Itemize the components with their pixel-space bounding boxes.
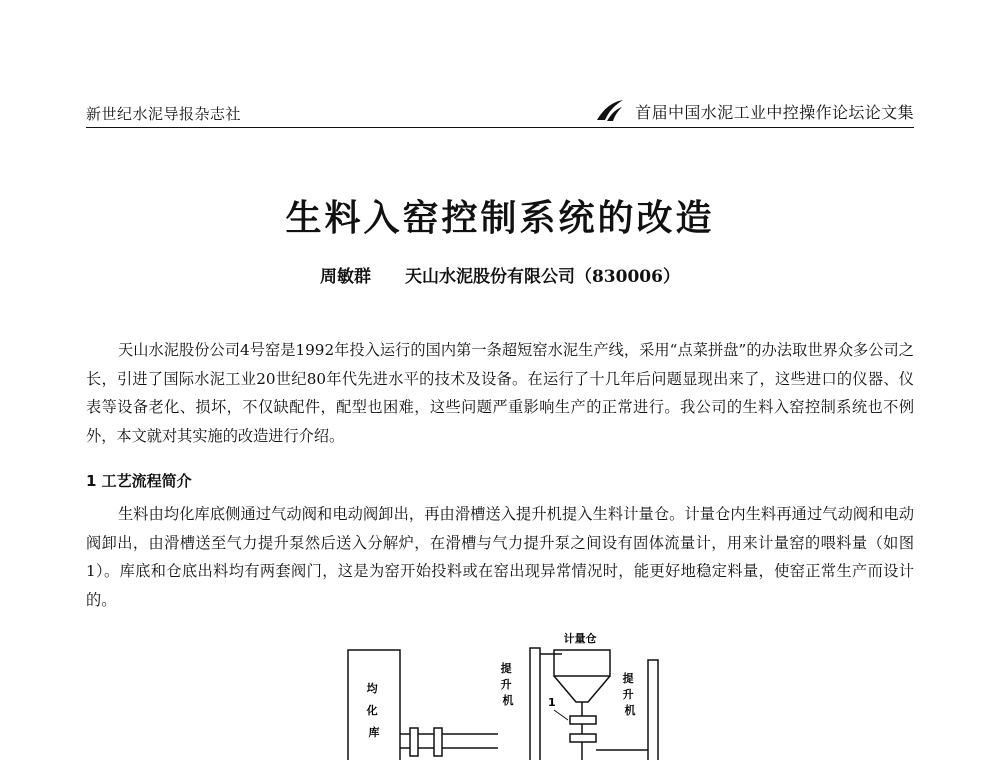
author-name: 周敏群	[320, 267, 372, 287]
pneumatic-valve	[410, 728, 418, 756]
bin-valve	[570, 734, 596, 742]
silo-label-char: 均	[366, 682, 378, 695]
section-heading: 1 工艺流程简介	[86, 472, 192, 490]
process-flow-diagram	[330, 630, 690, 760]
elevator-2	[648, 660, 658, 760]
process-paragraph: 生料由均化库底侧通过气动阀和电动阀卸出，再由滑槽送入提升机提入生料计量仓。计量仓内生料再通过气动阀和电动阀卸出，由滑槽送至气力提升泵然后送入分解炉，在滑槽与气力提升泵之间设有固体流量计，用来计量窑的喂料量（如图1）。库底和仓底出料均有两套阀门，这是为窑开始投料或在窑出现异常情况时，能更好地稳定料量，使窑正常生产而设计的。	[86, 505, 914, 609]
elevator-1-label-char: 提	[500, 662, 512, 675]
weigh-bin-cone	[554, 676, 610, 702]
header-proceedings	[595, 98, 914, 124]
header-proceedings-title: 首届中国水泥工业中控操作论坛论文集	[635, 102, 914, 122]
elevator-2-label	[623, 671, 638, 717]
marker-number: 1	[548, 696, 556, 709]
marker-leader	[554, 710, 568, 720]
author-line	[0, 262, 1000, 287]
elevator-1	[530, 648, 540, 760]
elevator-1-label	[501, 661, 516, 707]
article-title: 生料入窑控制系统的改造	[285, 197, 715, 239]
header-rule	[86, 127, 914, 128]
electric-valve	[434, 728, 442, 756]
author-affiliation: 天山水泥股份有限公司（830006）	[404, 267, 680, 287]
weigh-bin-label: 计量仓	[563, 632, 597, 645]
silo-label	[366, 681, 382, 739]
elevator-2-label-char: 提	[622, 672, 634, 685]
elevator-2-label-char: 升	[622, 688, 634, 701]
elevator-1-label-char: 升	[500, 678, 512, 691]
bin-valve	[570, 716, 596, 724]
silo-label-char: 化	[366, 704, 378, 717]
silo-label-char: 库	[368, 726, 380, 739]
swoosh-logo-icon	[595, 98, 625, 124]
elevator-2-label-char: 机	[624, 704, 636, 717]
elevator-1-label-char: 机	[502, 694, 514, 707]
weigh-bin-body	[554, 650, 610, 676]
intro-paragraph: 天山水泥股份公司4号窑是1992年投入运行的国内第一条超短窑水泥生产线，采用“点菜拼盘”的办法取世界众多公司之长，引进了国际水泥工业20世纪80年代先进水平的技术及设备。在运行了十几年后问题显现出来了，这些进口的仪器、仪表等设备老化、损坏，不仅缺配件，配型也困难，这些问题严重影响生产的正常进行。我公司的生料入窑控制系统也不例外，本文就对其实施的改造进行介绍。	[86, 341, 914, 445]
header-journal-name: 新世纪水泥导报杂志社	[86, 105, 242, 123]
